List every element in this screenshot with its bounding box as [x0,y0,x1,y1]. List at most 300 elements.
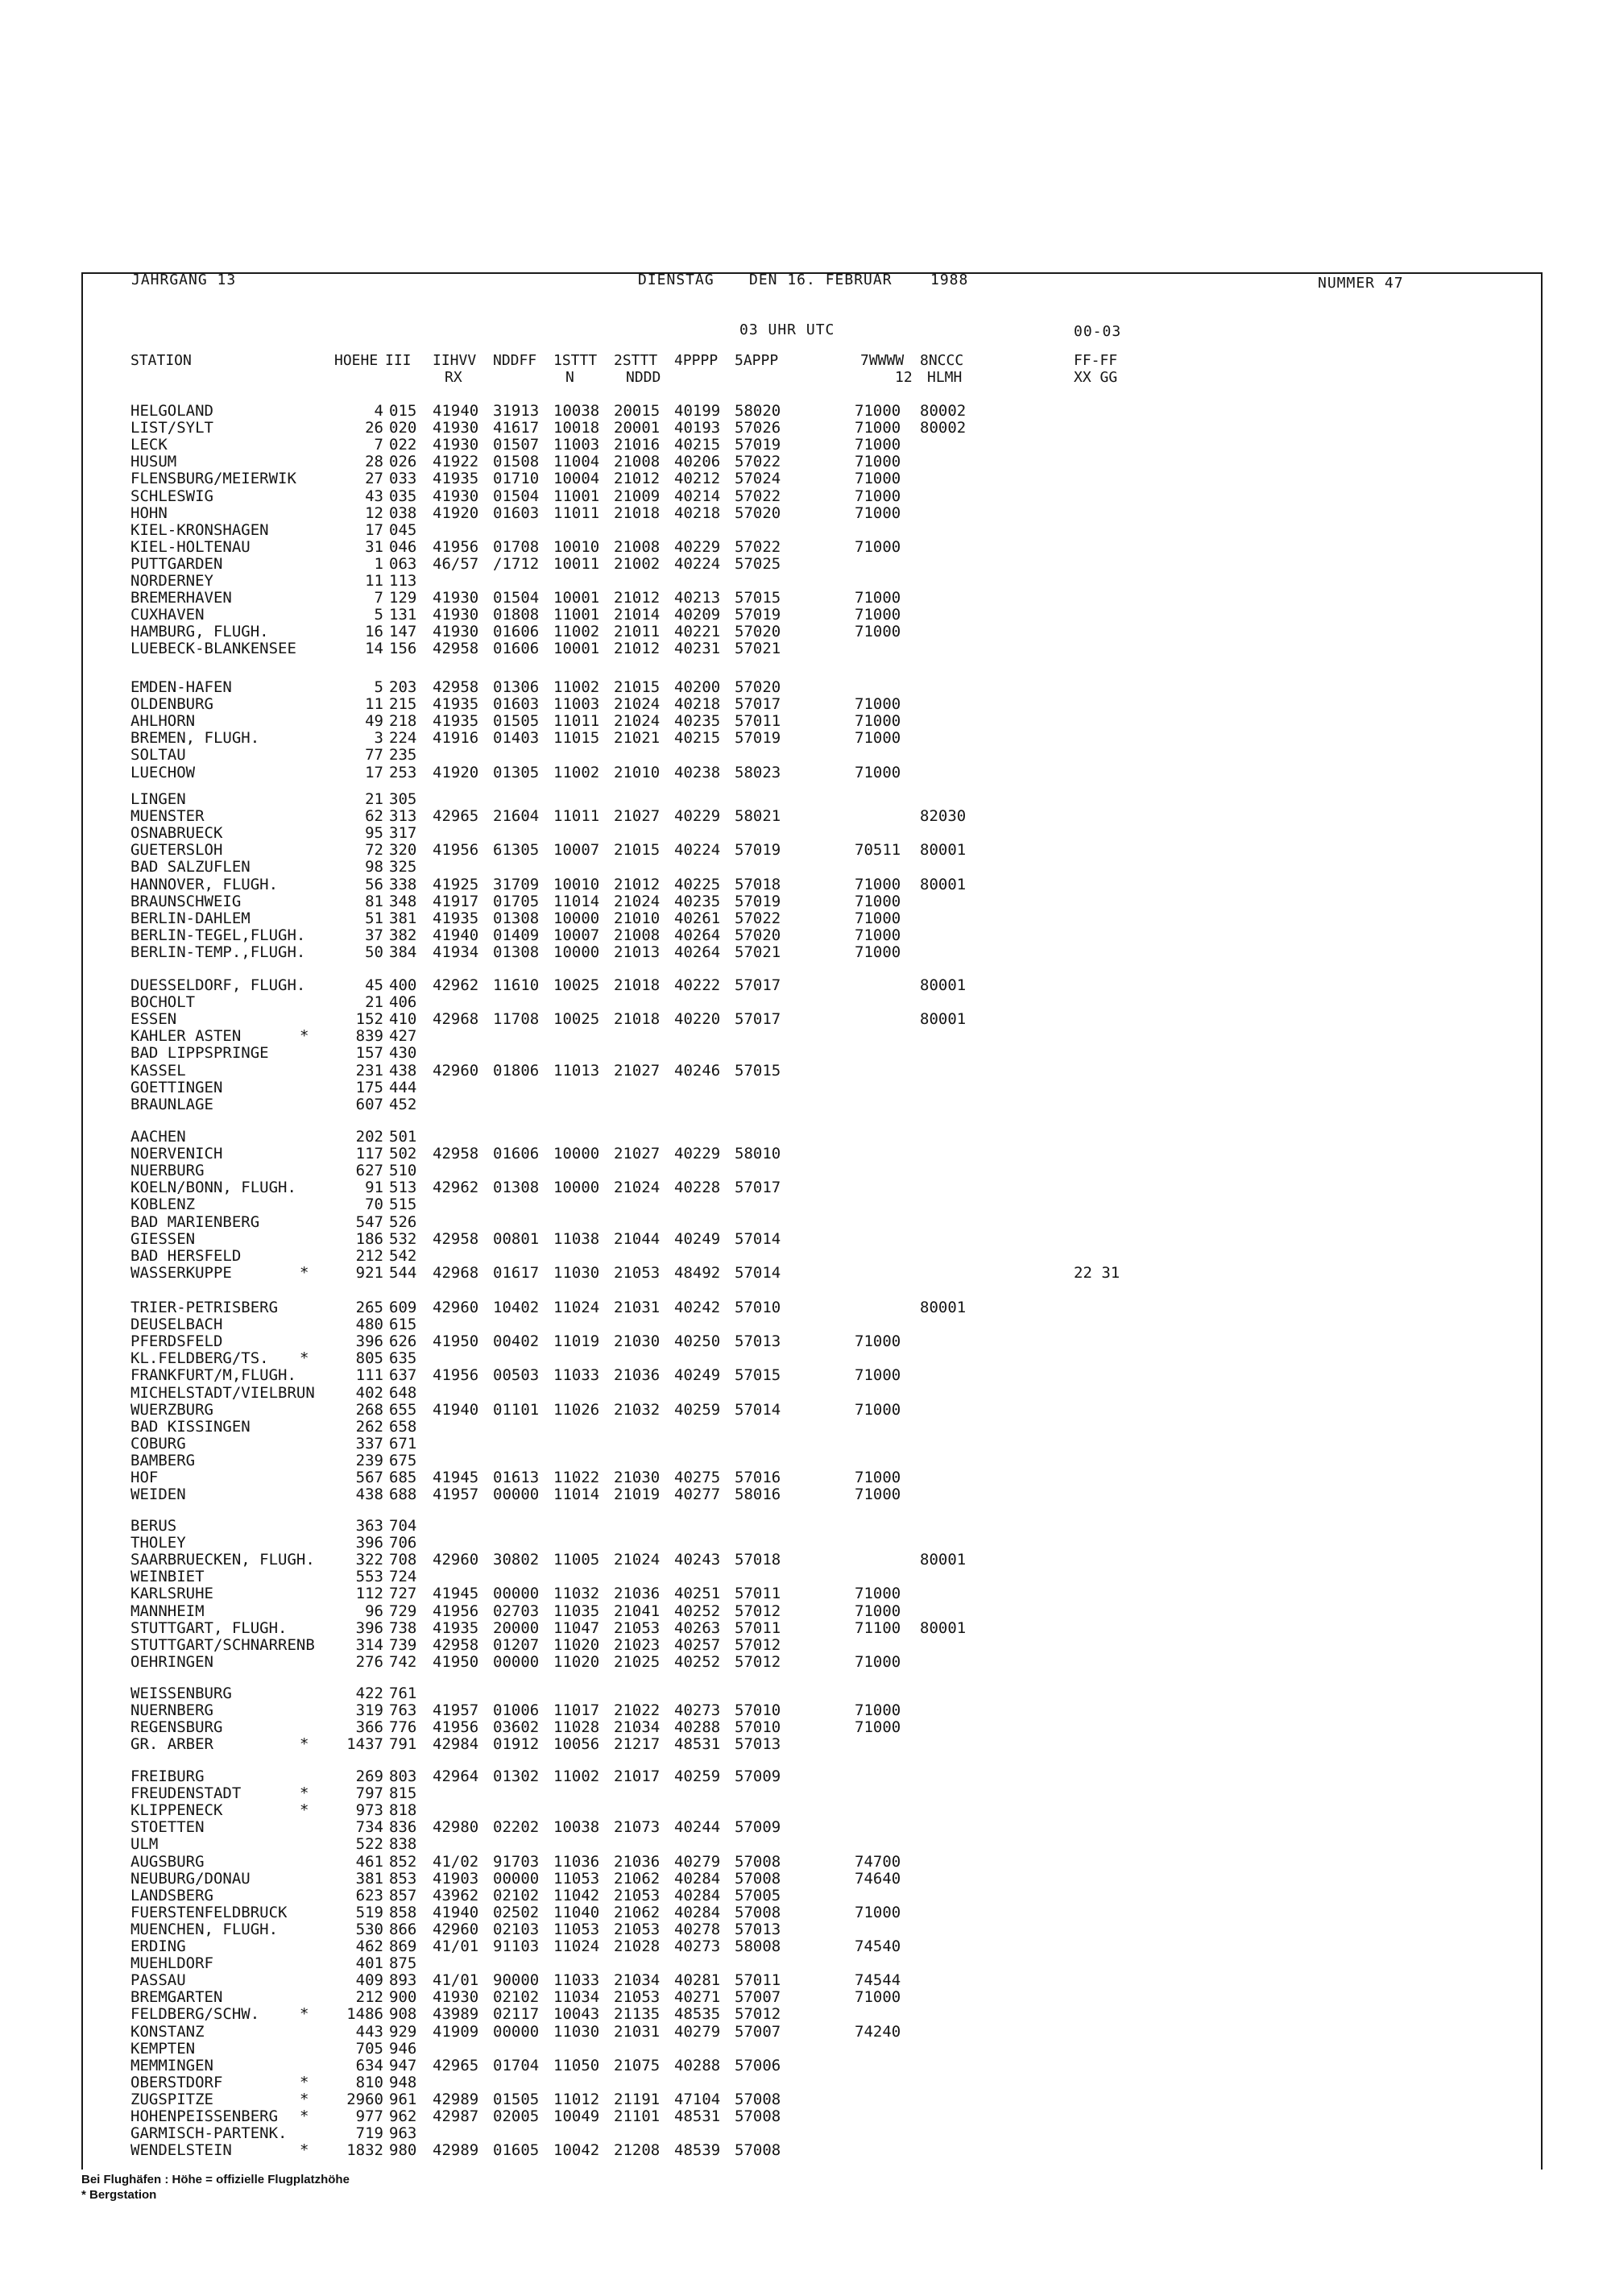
cell-hoehe: 269 [355,1768,383,1785]
table-row [0,1248,1611,1265]
cell-g1: 42958 [433,1635,479,1654]
cell-g4: 21053 [614,1886,661,1904]
cell-g3: 10004 [553,470,600,488]
cell-g7: 71000 [855,453,901,471]
cell-hoehe: 212 [355,1246,383,1265]
cell-g3: 11034 [553,1988,600,2007]
cell-g5: 48535 [674,2005,721,2024]
cell-iii: 900 [389,1988,417,2007]
cell-g5: 40228 [674,1179,721,1197]
mountain-station-flag: * [300,1735,309,1754]
table-row [0,730,1611,747]
cell-g6: 57021 [735,640,781,658]
cell-g3: 11024 [553,1299,600,1316]
cell-g6: 57013 [735,1332,781,1351]
station-name: MUENCHEN, FLUGH. [130,1920,279,1938]
cell-g4: 21018 [614,976,661,994]
col-8nccc-sub: HLMH [927,369,963,386]
table-row [0,2108,1611,2125]
cell-iii: 033 [389,470,417,488]
cell-g7: 71000 [855,1366,901,1385]
station-name: KEMPTEN [130,2039,196,2058]
cell-hoehe: 27 [365,470,383,488]
station-name: NUERNBERG [130,1701,213,1720]
cell-g1: 41956 [433,1366,479,1385]
cell-hoehe: 2960 [346,2090,383,2108]
cell-g3: 11003 [553,436,600,454]
station-name: BOCHOLT [130,993,196,1012]
cell-g6: 57013 [735,1920,781,1938]
cell-hoehe: 16 [365,623,383,641]
cell-g3: 11020 [553,1635,600,1654]
station-name: LINGEN [130,790,186,808]
cell-g2: 01704 [493,2056,540,2074]
cell-g1: 43989 [433,2005,479,2024]
cell-g5: 40284 [674,1903,721,1921]
cell-g5: 40259 [674,1400,721,1419]
cell-g2: 01613 [493,1469,540,1486]
cell-g4: 21034 [614,1718,661,1737]
cell-g4: 21030 [614,1332,661,1351]
cell-iii: 381 [389,909,417,927]
cell-iii: 544 [389,1263,417,1282]
cell-hoehe: 396 [355,1332,383,1351]
station-name: WENDELSTEIN [130,2141,232,2160]
obs-time: 03 UHR UTC [739,321,835,338]
col-2sttt-sub: NDDD [626,369,661,386]
table-row [0,1045,1611,1062]
cell-hoehe: 422 [355,1685,383,1702]
cell-iii: 532 [389,1229,417,1248]
col-station: STATION [130,352,192,369]
cell-g6: 57020 [735,926,781,944]
cell-hoehe: 443 [355,2022,383,2041]
cell-hoehe: 973 [355,1801,383,1820]
station-name: DEUSELBACH [130,1316,223,1334]
cell-hoehe: 96 [365,1602,383,1620]
cell-g6: 57012 [735,2005,781,2024]
table-row [0,522,1611,539]
cell-g7: 71000 [855,470,901,488]
cell-iii: 045 [389,520,417,539]
cell-hoehe: 95 [365,824,383,843]
cell-g2: 02502 [493,1903,540,1921]
cell-g3: 11001 [553,487,600,505]
cell-g2: 01606 [493,1145,540,1163]
table-row [0,1385,1611,1402]
table-row [0,808,1611,825]
cell-iii: 739 [389,1635,417,1654]
cell-iii: 317 [389,824,417,843]
cell-g4: 21062 [614,1869,661,1888]
cell-g1: 42989 [433,2090,479,2108]
cell-hoehe: 239 [355,1451,383,1469]
cell-g6: 57022 [735,487,781,505]
cell-iii: 224 [389,729,417,748]
cell-g2: 01603 [493,504,540,522]
cell-g5: 40251 [674,1585,721,1603]
table-row [0,607,1611,624]
cell-g5: 48531 [674,2107,721,2125]
cell-hoehe: 202 [355,1128,383,1146]
cell-g4: 21027 [614,807,661,826]
station-name: FREIBURG [130,1768,205,1785]
cell-g6: 58016 [735,1486,781,1504]
cell-g1: 43962 [433,1886,479,1904]
cell-g3: 11032 [553,1585,600,1603]
cell-iii: 515 [389,1196,417,1214]
cell-g1: 41920 [433,504,479,522]
table-row [0,1836,1611,1853]
cell-hoehe: 314 [355,1635,383,1654]
cell-hoehe: 17 [365,763,383,781]
cell-hoehe: 31 [365,537,383,556]
cell-g5: 40212 [674,470,721,488]
cell-g6: 57025 [735,554,781,573]
station-name: STUTTGART, FLUGH. [130,1618,288,1637]
cell-g1: 41940 [433,926,479,944]
cell-g1: 41930 [433,606,479,624]
table-row [0,1419,1611,1436]
cell-g1: 41940 [433,1903,479,1921]
table-row [0,1955,1611,1972]
cell-g4: 21024 [614,712,661,731]
cell-hoehe: 17 [365,520,383,539]
table-row [0,765,1611,781]
cell-iii: 015 [389,402,417,420]
cell-hoehe: 462 [355,1938,383,1955]
table-row [0,696,1611,713]
cell-g2: 01409 [493,926,540,944]
mountain-station-flag: * [300,2090,309,2108]
cell-hoehe: 921 [355,1263,383,1282]
cell-g9: 22 31 [1074,1263,1120,1282]
cell-g3: 11042 [553,1886,600,1904]
cell-g5: 40252 [674,1652,721,1671]
cell-g5: 40238 [674,763,721,781]
table-row [0,505,1611,522]
table-row [0,1938,1611,1955]
station-name: NORDERNEY [130,572,213,590]
cell-iii: 129 [389,589,417,607]
station-name: BAD KISSINGEN [130,1417,251,1436]
cell-g2: 10402 [493,1299,540,1316]
cell-iii: 818 [389,1801,417,1820]
table-row [0,1888,1611,1904]
station-name: MANNHEIM [130,1602,205,1620]
table-row [0,1569,1611,1585]
cell-g3: 11012 [553,2090,600,2108]
station-name: THOLEY [130,1534,186,1552]
cell-g3: 11053 [553,1920,600,1938]
table-row [0,1819,1611,1836]
cell-hoehe: 72 [365,841,383,860]
cell-hoehe: 402 [355,1383,383,1402]
cell-iii: 305 [389,790,417,808]
cell-g1: 42984 [433,1735,479,1754]
cell-g4: 21002 [614,554,661,573]
cell-iii: 893 [389,1971,417,1990]
cell-g6: 57008 [735,1903,781,1921]
cell-g1: 42968 [433,1010,479,1029]
jahrgang-label: JAHRGANG 13 [131,271,237,288]
cell-g1: 41940 [433,402,479,420]
cell-hoehe: 152 [355,1010,383,1029]
col-iihvv: IIHVV [433,352,477,369]
table-row [0,1214,1611,1231]
station-name: BAD HERSFELD [130,1246,242,1265]
table-row [0,1768,1611,1785]
station-name: ULM [130,1835,159,1854]
table-row [0,573,1611,590]
cell-g7: 74240 [855,2022,901,2041]
cell-g7: 74544 [855,1971,901,1990]
cell-hoehe: 1832 [346,2141,383,2160]
cell-hoehe: 45 [365,976,383,994]
cell-g4: 21014 [614,606,661,624]
cell-g5: 40250 [674,1332,721,1351]
cell-g5: 40288 [674,2056,721,2074]
cell-g6: 58023 [735,763,781,781]
cell-iii: 980 [389,2141,417,2160]
cell-g2: 01101 [493,1400,540,1419]
station-name: BERLIN-DAHLEM [130,909,251,927]
cell-g7: 71000 [855,1585,901,1603]
table-row [0,1921,1611,1938]
cell-g4: 21024 [614,1179,661,1197]
cell-g2: 41617 [493,419,540,437]
cell-g5: 40200 [674,678,721,696]
cell-hoehe: 810 [355,2073,383,2091]
cell-g4: 21009 [614,487,661,505]
table-row [0,1552,1611,1569]
table-row [0,1265,1611,1282]
cell-g7: 71100 [855,1618,901,1637]
cell-iii: 235 [389,746,417,765]
cell-g7: 70511 [855,841,901,860]
cell-g6: 57008 [735,2107,781,2125]
cell-g6: 57011 [735,1618,781,1637]
cell-iii: 637 [389,1366,417,1385]
cell-iii: 738 [389,1618,417,1637]
station-name: LUECHOW [130,763,196,781]
cell-g7: 71000 [855,892,901,910]
cell-g4: 21025 [614,1652,661,1671]
cell-g7: 71000 [855,589,901,607]
cell-g4: 21017 [614,1768,661,1785]
cell-hoehe: 14 [365,640,383,658]
table-row [0,679,1611,696]
station-name: DUESSELDORF, FLUGH. [130,976,306,994]
cell-g5: 40281 [674,1971,721,1990]
station-name: CUXHAVEN [130,606,205,624]
cell-g7: 71000 [855,1486,901,1504]
cell-iii: 685 [389,1469,417,1486]
cell-g5: 40264 [674,943,721,961]
cell-iii: 022 [389,436,417,454]
mountain-station-flag: * [300,1349,309,1368]
footnote-airport-height: Bei Flughäfen : Höhe = offizielle Flugplatzhöhe [81,2173,350,2186]
cell-g7: 71000 [855,695,901,714]
cell-hoehe: 98 [365,858,383,877]
cell-g5: 40213 [674,589,721,607]
cell-g7: 71000 [855,537,901,556]
cell-iii: 348 [389,892,417,910]
table-row [0,403,1611,420]
cell-g2: 01617 [493,1263,540,1282]
cell-iii: 866 [389,1920,417,1938]
cell-g4: 21011 [614,623,661,641]
cell-g6: 57022 [735,453,781,471]
cell-iii: 313 [389,807,417,826]
cell-g5: 40284 [674,1886,721,1904]
cell-g4: 21027 [614,1145,661,1163]
cell-g2: 01308 [493,909,540,927]
cell-hoehe: 77 [365,746,383,765]
cell-hoehe: 522 [355,1835,383,1854]
cell-g8: 80001 [920,841,967,860]
station-name: GR. ARBER [130,1735,213,1754]
station-name: BERLIN-TEGEL,FLUGH. [130,926,306,944]
cell-g4: 21044 [614,1229,661,1248]
table-row [0,1736,1611,1753]
cell-iii: 320 [389,841,417,860]
cell-g4: 21012 [614,875,661,893]
station-name: KARLSRUHE [130,1585,213,1603]
cell-hoehe: 553 [355,1568,383,1586]
cell-g4: 21031 [614,2022,661,2041]
cell-g6: 57018 [735,1551,781,1569]
cell-g2: 01308 [493,1179,540,1197]
station-name: KIEL-KRONSHAGEN [130,520,269,539]
cell-g3: 11004 [553,453,600,471]
cell-g2: 02703 [493,1602,540,1620]
station-name: BAD SALZUFLEN [130,858,251,877]
cell-g3: 11036 [553,1852,600,1871]
cell-g5: 40277 [674,1486,721,1504]
station-name: ERDING [130,1938,186,1955]
cell-g3: 11001 [553,606,600,624]
table-row [0,893,1611,910]
cell-g1: 42960 [433,1551,479,1569]
cell-g2: 01006 [493,1701,540,1720]
mountain-station-flag: * [300,1263,309,1282]
cell-hoehe: 28 [365,453,383,471]
table-row [0,488,1611,505]
cell-iii: 875 [389,1954,417,1973]
cell-g3: 11011 [553,504,600,522]
cell-g1: 41945 [433,1585,479,1603]
cell-g6: 57014 [735,1263,781,1282]
cell-g4: 21030 [614,1469,661,1486]
cell-iii: 963 [389,2124,417,2143]
cell-g2: 01508 [493,453,540,471]
cell-hoehe: 265 [355,1299,383,1316]
cell-g1: 42965 [433,807,479,826]
station-name: MUENSTER [130,807,205,826]
cell-g2: 01705 [493,892,540,910]
cell-iii: 020 [389,419,417,437]
cell-g2: 01710 [493,470,540,488]
cell-iii: 948 [389,2073,417,2091]
cell-g6: 57017 [735,1010,781,1029]
table-row [0,1063,1611,1080]
cell-g6: 57010 [735,1718,781,1737]
cell-g4: 21053 [614,1920,661,1938]
cell-hoehe: 7 [374,589,383,607]
cell-hoehe: 49 [365,712,383,731]
cell-iii: 215 [389,695,417,714]
col-nddff: NDDFF [493,352,537,369]
cell-hoehe: 262 [355,1417,383,1436]
cell-iii: 853 [389,1869,417,1888]
cell-g5: 40249 [674,1229,721,1248]
cell-g6: 57010 [735,1701,781,1720]
cell-g4: 21036 [614,1585,661,1603]
cell-iii: 444 [389,1078,417,1096]
mountain-station-flag: * [300,1027,309,1046]
table-row [0,470,1611,487]
table-row [0,1620,1611,1637]
cell-g5: 40225 [674,875,721,893]
cell-iii: 038 [389,504,417,522]
table-row [0,1972,1611,1989]
cell-g6: 57019 [735,606,781,624]
cell-g4: 21024 [614,695,661,714]
cell-g2: 02103 [493,1920,540,1938]
cell-g6: 57012 [735,1635,781,1654]
cell-g1: 41956 [433,1602,479,1620]
cell-hoehe: 276 [355,1652,383,1671]
cell-g2: 61305 [493,841,540,860]
mountain-station-flag: * [300,1784,309,1803]
cell-iii: 325 [389,858,417,877]
cell-iii: 803 [389,1768,417,1785]
cell-g3: 11028 [553,1718,600,1737]
cell-iii: 655 [389,1400,417,1419]
station-name: MEMMINGEN [130,2056,213,2074]
cell-g3: 10025 [553,1010,600,1029]
col-1sttt-sub: N [565,369,574,386]
station-name: KOELN/BONN, FLUGH. [130,1179,296,1197]
cell-g6: 57020 [735,678,781,696]
station-name: GARMISCH-PARTENK. [130,2124,288,2143]
cell-iii: 852 [389,1852,417,1871]
cell-g4: 21036 [614,1366,661,1385]
cell-g4: 21023 [614,1635,661,1654]
cell-hoehe: 175 [355,1078,383,1096]
table-row [0,1402,1611,1419]
cell-g5: 40263 [674,1618,721,1637]
cell-g1: 41930 [433,1988,479,2007]
cell-g1: 41909 [433,2022,479,2041]
cell-g5: 40249 [674,1366,721,1385]
table-row [0,2142,1611,2159]
cell-g2: 01808 [493,606,540,624]
cell-hoehe: 11 [365,695,383,714]
cell-g2: 01806 [493,1061,540,1080]
table-row [0,420,1611,437]
col-iihvv-sub: RX [445,369,462,386]
cell-g2: 91103 [493,1938,540,1955]
cell-g4: 21015 [614,678,661,696]
cell-iii: 961 [389,2090,417,2108]
cell-iii: 688 [389,1486,417,1504]
cell-g4: 21016 [614,436,661,454]
cell-g6: 57024 [735,470,781,488]
cell-g1: 42960 [433,1299,479,1316]
station-name: BREMERHAVEN [130,589,232,607]
